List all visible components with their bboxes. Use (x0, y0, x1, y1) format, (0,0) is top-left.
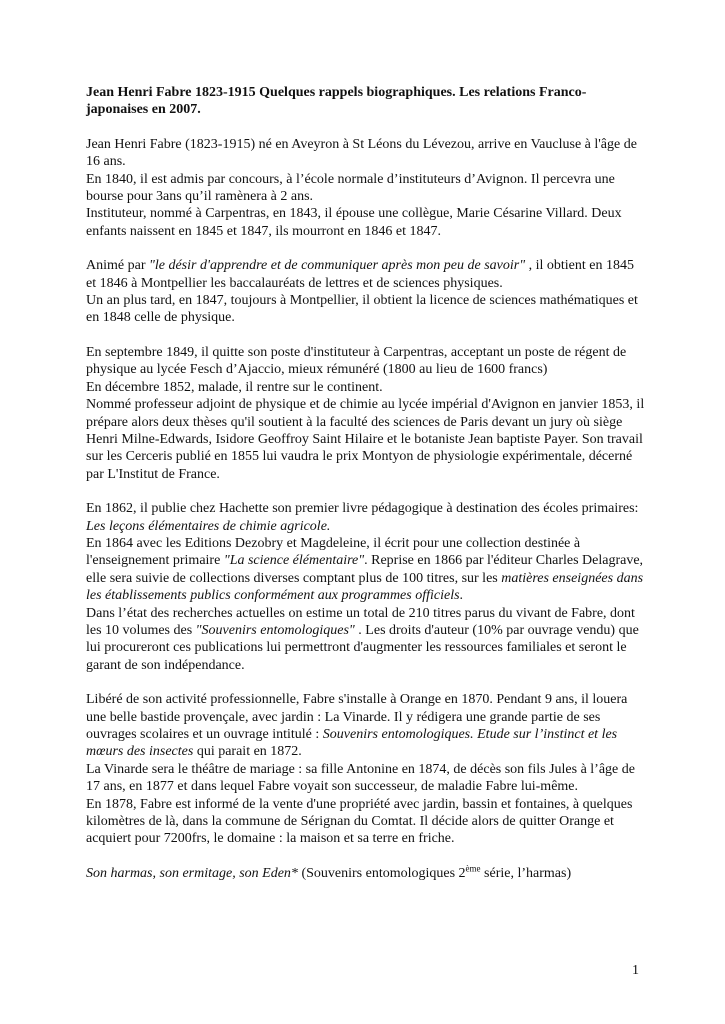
sentence: La Vinarde sera le théâtre de mariage : sa fille Antonine en 1874, de décès son fils Jules à l’âge de 17 ans, en 1877 et dans lequel Fabre voyait son successeur, de maladie Fabre lui-même. (86, 761, 635, 795)
sentence-part: . Reprise en 1866 par l'éditeur Charles Delagrave, elle sera suivie de collections diverses comptant plus de 100 titres, sur les (86, 553, 644, 586)
sentence: En 1840, il est admis par concours, à l’école normale d’instituteurs d’Avignon. Il percevra une bourse pour 3ans qu’il ramènera à 2 ans. (86, 171, 615, 205)
book-title: Souvenirs entomologiques. Etude sur l’instinct et les mœurs des insectes (86, 727, 618, 760)
superscript: ème (465, 863, 481, 874)
sentence: En septembre 1849, il quitte son poste d'instituteur à Carpentras, acceptant un poste de régent de physique au lycée Fesch d’Ajaccio, mieux rémunéré (1800 au lieu de 1600 francs) (86, 344, 627, 378)
sentence-part: Dans l’état des recherches actuelles on estime un total de 210 titres parus du vivant de Fabre, dont les 10 volumes des (86, 605, 635, 638)
paragraph-publications (86, 500, 646, 674)
sentence: En décembre 1852, malade, il rentre sur le continent. (86, 379, 383, 395)
sentence: Instituteur, nommé à Carpentras, en 1843, il épouse une collègue, Marie Césarine Villard. Deux enfants naissent en 1845 et 1847, ils mourront en 1846 et 1847. (86, 206, 622, 239)
sentence: Un an plus tard, en 1847, toujours à Montpellier, il obtient la licence de sciences mathématiques et en 1848 celle de physique. (86, 293, 638, 326)
book-title: "Souvenirs entomologiques" (195, 622, 355, 638)
sentence-part: Libéré de son activité professionnelle, Fabre s'installe à Orange en 1870. Pendant 9 ans, il louera une belle bastide provençale, avec jardin : La Vinarde. Il y rédigera une grande partie de ses ouvrages scolaires et un ouvrage intitulé : (86, 692, 628, 742)
page-number: 1 (632, 963, 639, 978)
sentence-part: (Souvenirs entomologiques 2 (297, 865, 466, 881)
paragraph-harmas (86, 865, 646, 882)
book-title: Les leçons élémentaires de chimie agricole. (86, 518, 331, 534)
quotation: Son harmas, son ermitage, son Eden* (86, 865, 298, 881)
sentence-part: En 1862, il publie chez Hachette son premier livre pédagogique à destination des écoles primaires: (86, 501, 639, 517)
document-body (86, 84, 646, 899)
sentence: Nommé professeur adjoint de physique et de chimie au lycée impérial d'Avignon en janvier 1853, il prépare alors deux thèses qu'il soutient à la faculté des sciences de Paris devant un jury où siège Henri Milne-Edwards, Isidore Geoffroy Saint Hilaire et le botaniste Jean baptiste Payer. Son travail sur les Cerceris publié en 1855 lui vaudra le prix Montyon de physiologie expérimentale, décerné par L'Institut de France. (86, 397, 645, 482)
sentence-part: Animé par (86, 258, 149, 274)
quotation: "le désir d'apprendre et de communiquer après mon peu de savoir" (148, 258, 526, 274)
document-title: Jean Henri Fabre 1823-1915 Quelques rappels biographiques. Les relations Franco-japonaises en 2007. (86, 85, 587, 118)
sentence-part: , il obtient en 1845 et 1846 à Montpellier les baccalauréats de lettres et de sciences physiques. (86, 258, 634, 291)
paragraph-orange (86, 691, 646, 848)
sentence-part: qui parait en 1872. (193, 744, 302, 760)
italic-phrase: matières enseignées dans les établissements publics conformément aux programmes officiels (86, 570, 644, 604)
sentence-part: . Les droits d'auteur (10% par ouvrage vendu) que lui procureront ces publications lui permettront d'augmenter les ressources familiales et seront le garant de son indépendance. (86, 622, 639, 673)
sentence: En 1878, Fabre est informé de la vente d'une propriété avec jardin, bassin et fontaines, à quelques kilomètres de là, dans la commune de Sérignan du Comtat. Il décide alors de quitter Orange et acquiert pour 7200frs, le domaine : la maison et sa terre en friche. (86, 796, 633, 847)
paragraph-career (86, 344, 646, 483)
sentence: Jean Henri Fabre (1823-1915) né en Aveyron à St Léons du Lévezou, arrive en Vaucluse à l'âge de 16 ans. (86, 136, 637, 170)
sentence-part: En 1864 avec les Editions Dezobry et Magdeleine, il écrit pour une collection destinée à l'enseignement primaire (86, 535, 581, 569)
book-title: "La science élémentaire" (223, 553, 365, 569)
paragraph-studies (86, 257, 646, 327)
sentence-part: série, l’harmas) (480, 865, 572, 881)
sentence-part: . (459, 588, 464, 604)
paragraph-early-life (86, 136, 646, 240)
